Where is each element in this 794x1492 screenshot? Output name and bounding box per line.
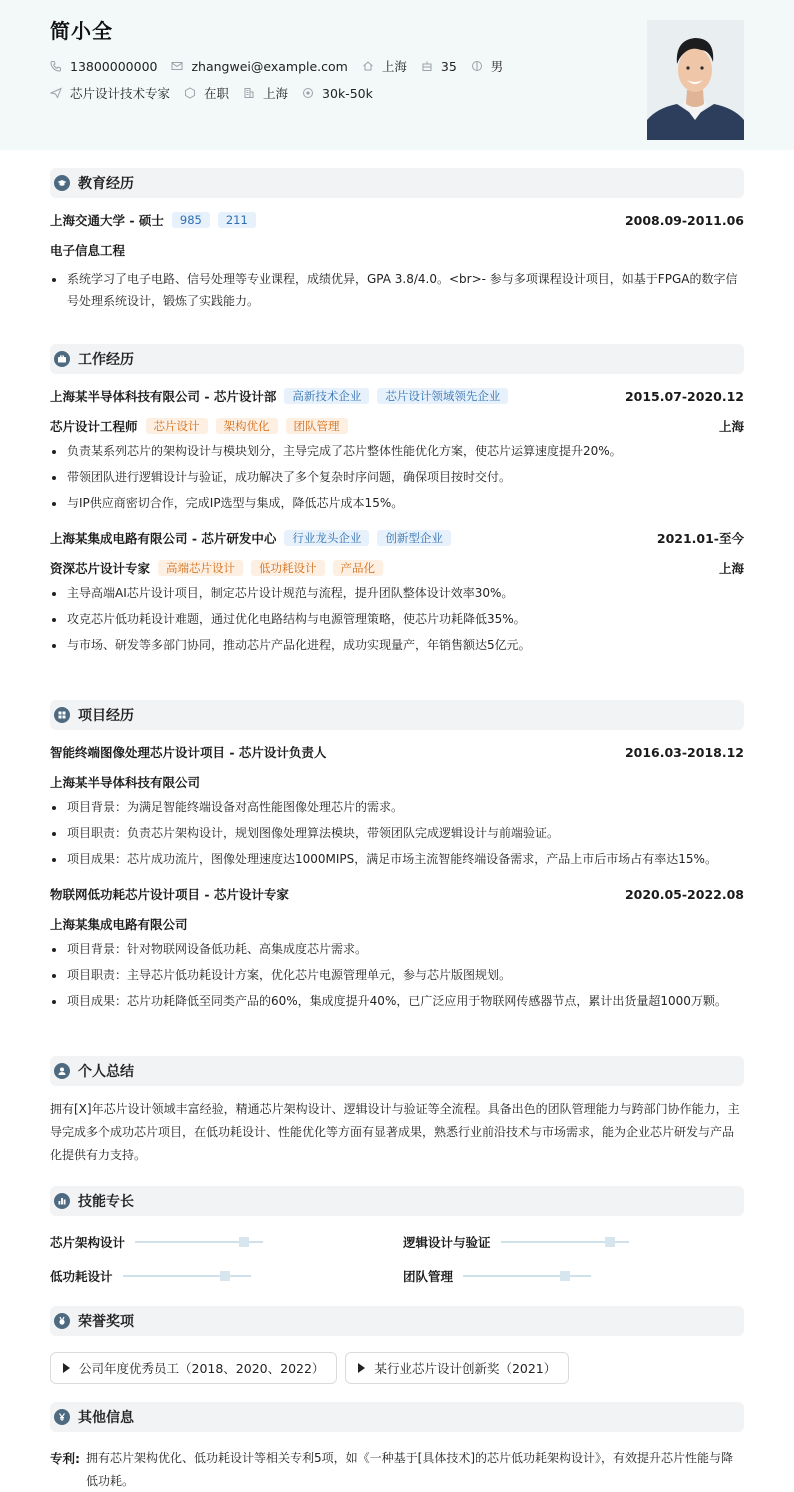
work-date: 2015.07-2020.12 <box>624 388 744 404</box>
list-item: 项目职责：主导芯片低功耗设计方案，优化芯片电源管理单元，参与芯片版图规划。 <box>50 964 744 986</box>
skill-item <box>403 1266 591 1286</box>
other-section-title: 其他信息 <box>78 1410 134 1426</box>
job-title: 芯片设计工程师 <box>50 419 138 434</box>
portrait-illustration <box>647 20 744 140</box>
user-icon <box>54 1063 70 1079</box>
work-city: 上海 <box>718 561 744 576</box>
yen-icon <box>54 1409 70 1425</box>
age-text: 35 <box>440 58 457 74</box>
send-icon <box>50 87 62 99</box>
skill-tag: 高端芯片设计 <box>158 560 243 576</box>
list-item: 主导高端AI芯片设计项目，制定芯片设计规范与流程，提升团队整体设计效率30%。 <box>50 582 744 604</box>
list-item: 攻克芯片低功耗设计难题，通过优化电路结构与电源管理策略，使芯片功耗降低35%。 <box>50 608 744 630</box>
project-name: 物联网低功耗芯片设计项目 - 芯片设计专家 <box>50 887 289 902</box>
education-bullets <box>50 268 744 312</box>
education-section-header <box>50 168 744 198</box>
project-bullets <box>50 796 744 870</box>
gender-text: 男 <box>490 59 504 74</box>
awards-section-title: 荣誉奖项 <box>78 1314 134 1330</box>
skill-tag: 低功耗设计 <box>251 560 325 576</box>
award-item[interactable] <box>50 1352 337 1384</box>
work-title-row <box>50 416 744 436</box>
company-name: 上海某半导体科技有限公司 - 芯片设计部 <box>50 389 277 404</box>
list-item: 与市场、研发等多部门协同，推动芯片产品化进程，成功实现量产，年销售额达5亿元。 <box>50 634 744 656</box>
skill-bar <box>501 1241 629 1243</box>
list-item: 项目背景：为满足智能终端设备对高性能图像处理芯片的需求。 <box>50 796 744 818</box>
work-company-row <box>50 386 744 406</box>
building-icon <box>243 87 255 99</box>
list-item: 负责某系列芯片的架构设计与模块划分，主导完成了芯片整体性能优化方案，使芯片运算速度提升20%。 <box>50 440 744 462</box>
skills-section <box>0 1186 794 1296</box>
list-item: 带领团队进行逻辑设计与验证，成功解决了多个复杂时序问题，确保项目按时交付。 <box>50 466 744 488</box>
work-bullets <box>50 440 744 514</box>
bar-chart-icon <box>54 1193 70 1209</box>
email-text: zhangwei@example.com <box>191 58 348 74</box>
work-bullets <box>50 582 744 656</box>
target-city-text: 上海 <box>263 86 289 101</box>
gender-icon <box>471 60 483 72</box>
skills-section-title: 技能专长 <box>78 1194 134 1210</box>
award-text: 某行业芯片设计创新奖（2021） <box>374 1361 557 1376</box>
patent-text: 拥有芯片架构优化、低功耗设计等相关专利5项，如《一种基于[具体技术]的芯片低功耗架构设计》，有效提升芯片性能与降低功耗。 <box>86 1451 734 1488</box>
work-section-title: 工作经历 <box>78 352 134 368</box>
coin-icon <box>302 87 314 99</box>
major-name: 电子信息工程 <box>50 243 126 258</box>
triangle-right-icon <box>63 1363 70 1373</box>
other-entry <box>50 1447 744 1492</box>
work-entry <box>50 386 744 514</box>
skill-level-marker <box>605 1237 615 1247</box>
school-tag: 211 <box>218 212 256 228</box>
work-section <box>0 344 794 656</box>
education-major-row <box>50 240 744 260</box>
skill-name: 逻辑设计与验证 <box>403 1235 491 1250</box>
awards-section-header <box>50 1306 744 1336</box>
project-entry <box>50 742 744 870</box>
home-icon <box>362 60 374 72</box>
target-role-item <box>50 84 170 102</box>
work-entry <box>50 528 744 656</box>
project-company-row <box>50 914 744 934</box>
job-intent-row <box>50 83 744 103</box>
work-title-row <box>50 558 744 578</box>
project-company: 上海某集成电路有限公司 <box>50 917 188 932</box>
skill-level-marker <box>560 1271 570 1281</box>
skill-level-marker <box>239 1237 249 1247</box>
project-bullets <box>50 938 744 1012</box>
company-name: 上海某集成电路有限公司 - 芯片研发中心 <box>50 531 277 546</box>
education-section <box>0 168 794 312</box>
skill-item <box>50 1266 251 1286</box>
summary-text: 拥有[X]年芯片设计领域丰富经验，精通芯片架构设计、逻辑设计与验证等全流程。具备出色的团队管理能力与跨部门协作能力，主导完成多个成功芯片项目，在低功耗设计、性能优化等方面有显著成果，熟悉行业前沿技术与市场需求，能为企业芯片研发与产品化提供有力支持。 <box>50 1102 740 1162</box>
project-company: 上海某半导体科技有限公司 <box>50 775 201 790</box>
skill-bar <box>135 1241 263 1243</box>
project-company-row <box>50 772 744 792</box>
location-text: 上海 <box>381 59 407 74</box>
awards-list <box>50 1352 744 1384</box>
school-name: 上海交通大学 - 硕士 <box>50 213 164 228</box>
list-item: 与IP供应商密切合作，完成IP选型与集成，降低芯片成本15%。 <box>50 492 744 514</box>
triangle-right-icon <box>358 1363 365 1373</box>
patent-label: 专利: <box>50 1451 80 1466</box>
award-item[interactable] <box>345 1352 569 1384</box>
school-tag: 985 <box>172 212 210 228</box>
project-header-row <box>50 742 744 762</box>
skill-item <box>403 1232 629 1252</box>
phone-text: 13800000000 <box>70 58 158 74</box>
contact-row <box>50 56 744 76</box>
age-item <box>421 59 457 74</box>
email-item <box>171 59 347 74</box>
skill-name: 芯片架构设计 <box>50 1235 126 1250</box>
summary-section <box>0 1056 794 1167</box>
list-item: 项目成果：芯片功耗降低至同类产品的60%，集成度提升40%，已广泛应用于物联网传感器节点，累计出货量超1000万颗。 <box>50 990 744 1012</box>
resume-header <box>0 0 794 150</box>
projects-section-title: 项目经历 <box>78 708 134 724</box>
avatar-photo <box>647 20 744 140</box>
company-tag: 创新型企业 <box>377 530 451 546</box>
skill-level-marker <box>220 1271 230 1281</box>
company-tag: 行业龙头企业 <box>284 530 369 546</box>
work-city: 上海 <box>718 419 744 434</box>
candidate-name: 简小全 <box>50 19 113 43</box>
skill-tag: 架构优化 <box>216 418 278 434</box>
project-entry <box>50 884 744 1012</box>
target-role-text: 芯片设计技术专家 <box>70 86 171 101</box>
project-date: 2020.05-2022.08 <box>624 886 744 902</box>
salary-text: 30k-50k <box>322 85 373 101</box>
education-section-title: 教育经历 <box>78 176 134 192</box>
education-date: 2008.09-2011.06 <box>624 212 744 228</box>
skills-section-header <box>50 1186 744 1216</box>
location-item <box>362 57 407 75</box>
target-city-item <box>243 84 288 102</box>
projects-section <box>0 700 794 1012</box>
summary-section-header <box>50 1056 744 1086</box>
skill-name: 低功耗设计 <box>50 1269 113 1284</box>
skill-item <box>50 1232 263 1252</box>
graduation-cap-icon <box>54 175 70 191</box>
work-date: 2021.01-至今 <box>656 531 744 546</box>
phone-icon <box>50 60 62 72</box>
medal-icon <box>54 1313 70 1329</box>
grid-icon <box>54 707 70 723</box>
briefcase-icon <box>54 351 70 367</box>
awards-section <box>0 1306 794 1384</box>
project-name: 智能终端图像处理芯片设计项目 - 芯片设计负责人 <box>50 745 327 760</box>
phone-item <box>50 59 157 74</box>
projects-section-header <box>50 700 744 730</box>
list-item: 项目背景：针对物联网设备低功耗、高集成度芯片需求。 <box>50 938 744 960</box>
list-item: 项目成果：芯片成功流片，图像处理速度达1000MIPS，满足市场主流智能终端设备需求，产品上市后市场占有率达15%。 <box>50 848 744 870</box>
skill-bar <box>463 1275 591 1277</box>
salary-item <box>302 86 373 101</box>
work-company-row <box>50 528 744 548</box>
status-item <box>184 84 229 102</box>
status-icon <box>184 87 196 99</box>
skill-tag: 产品化 <box>333 560 384 576</box>
other-section <box>0 1402 794 1492</box>
other-section-header <box>50 1402 744 1432</box>
gender-item <box>471 57 504 75</box>
skill-tag: 芯片设计 <box>146 418 208 434</box>
job-title: 资深芯片设计专家 <box>50 561 151 576</box>
mail-icon <box>171 60 183 72</box>
project-header-row <box>50 884 744 904</box>
skill-name: 团队管理 <box>403 1269 454 1284</box>
summary-section-title: 个人总结 <box>78 1064 134 1080</box>
project-date: 2016.03-2018.12 <box>624 744 744 760</box>
work-section-header <box>50 344 744 374</box>
list-item: 项目职责：负责芯片架构设计，规划图像处理算法模块，带领团队完成逻辑设计与前端验证。 <box>50 822 744 844</box>
skill-tag: 团队管理 <box>286 418 348 434</box>
education-entry-header <box>50 210 744 230</box>
age-icon <box>421 60 433 72</box>
status-text: 在职 <box>204 86 230 101</box>
company-tag: 芯片设计领域领先企业 <box>377 388 508 404</box>
list-item: 系统学习了电子电路、信号处理等专业课程，成绩优异，GPA 3.8/4.0。<br>- 参与多项课程设计项目，如基于FPGA的数字信号处理系统设计，锻炼了实践能力。 <box>50 268 744 312</box>
skill-bar <box>123 1275 251 1277</box>
skills-grid <box>50 1216 744 1296</box>
company-tag: 高新技术企业 <box>284 388 369 404</box>
award-text: 公司年度优秀员工（2018、2020、2022） <box>79 1361 325 1376</box>
